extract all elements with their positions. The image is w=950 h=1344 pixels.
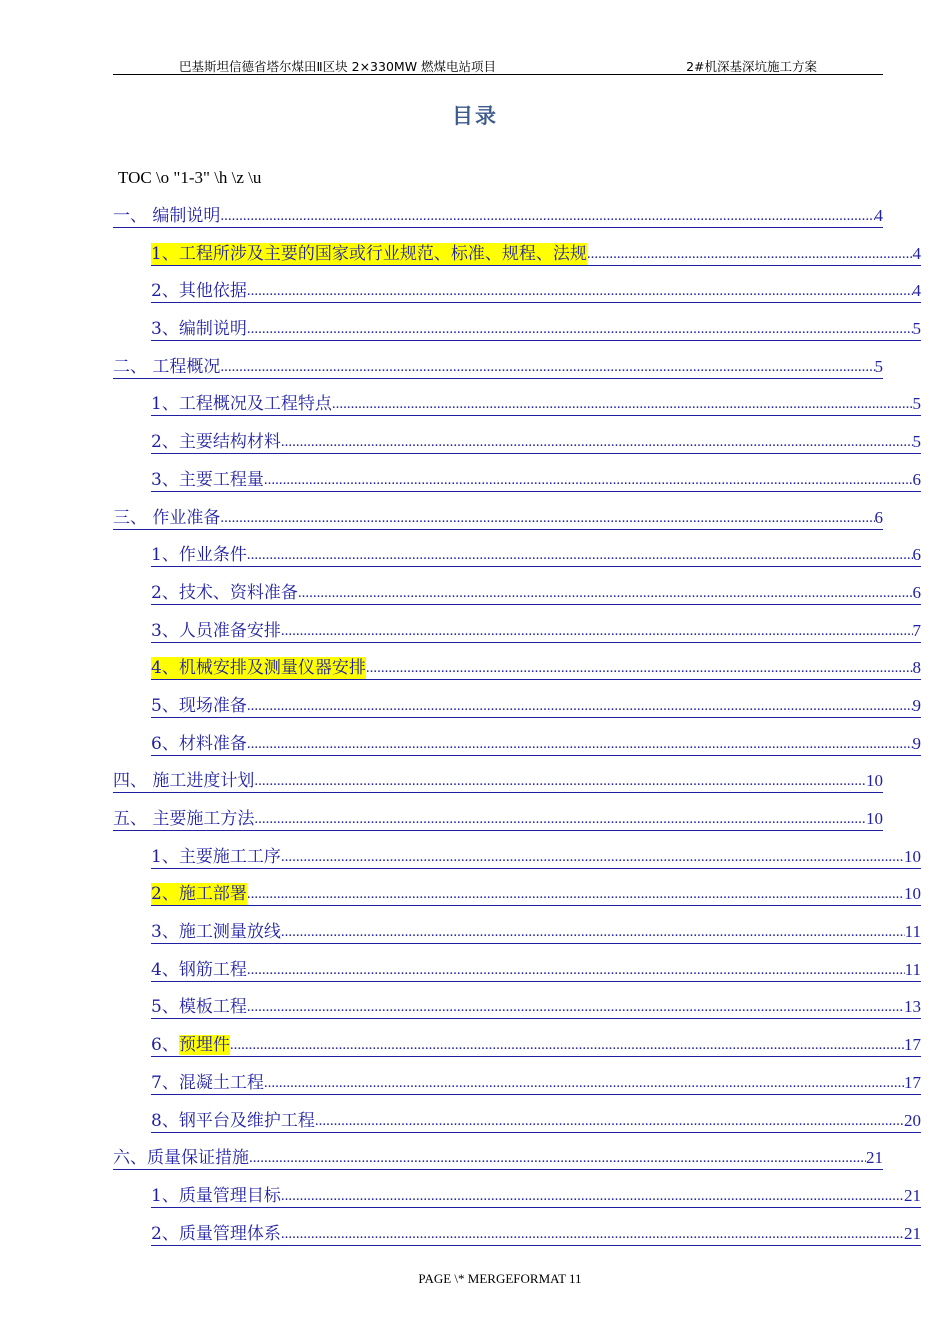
toc-field-code: TOC \o "1-3" \h \z \u <box>118 168 262 187</box>
toc-entry-link[interactable] <box>151 544 921 567</box>
toc-entry[interactable] <box>113 243 921 281</box>
toc-entry-leader-dots <box>281 431 913 453</box>
toc-entry-leader-dots <box>587 243 913 265</box>
toc-entry-page-number: 7 <box>912 620 921 640</box>
toc-entry-link[interactable] <box>113 1147 883 1170</box>
toc-entry[interactable] <box>113 356 883 394</box>
toc-entry-number: 6、 <box>151 1035 179 1056</box>
toc-entry-link[interactable] <box>151 733 921 756</box>
toc-entry-title: 2、质量管理体系 <box>151 1223 281 1244</box>
toc-entry-page-number: 6 <box>912 582 921 602</box>
page-footer: PAGE \* MERGEFORMAT 11 <box>418 1271 582 1286</box>
toc-entry-title <box>151 1034 230 1056</box>
toc-entry-title: 1、作业条件 <box>151 545 247 566</box>
toc-entry-leader-dots <box>366 657 913 679</box>
toc-entry-leader-dots <box>247 544 913 566</box>
toc-entry-link[interactable] <box>151 1223 921 1246</box>
toc-entry[interactable] <box>113 959 921 997</box>
toc-entry[interactable] <box>113 469 921 507</box>
toc-entry-title: 五、 主要施工方法 <box>113 809 255 829</box>
toc-entry-leader-dots <box>247 280 913 302</box>
toc-entry-title: 二、 工程概况 <box>113 356 221 377</box>
toc-entry-title: 5、模板工程 <box>151 997 247 1018</box>
toc-entry-title: 1、质量管理目标 <box>151 1185 281 1206</box>
toc-entry[interactable] <box>113 1110 921 1148</box>
toc-entry-title: 8、钢平台及维护工程 <box>151 1110 315 1131</box>
toc-entry-title: 2、施工部署 <box>151 884 247 905</box>
toc-entry-leader-dots <box>264 469 913 491</box>
toc-entry-leader-dots <box>281 1223 904 1245</box>
toc-entry-title: 5、现场准备 <box>151 695 247 716</box>
toc-entry-link[interactable] <box>151 996 921 1019</box>
toc-entry-leader-dots <box>281 1185 904 1207</box>
toc-entry-link[interactable] <box>151 921 921 944</box>
toc-entry-page-number: 11 <box>904 922 921 942</box>
toc-entry-link[interactable] <box>151 431 921 454</box>
toc-entry[interactable] <box>113 393 921 431</box>
toc-entry-page-number: 4 <box>912 281 921 301</box>
toc-entry-leader-dots <box>281 846 904 868</box>
toc-entry-link[interactable] <box>113 770 883 793</box>
toc-entry-link[interactable] <box>151 657 921 680</box>
header-project-title: 巴基斯坦信德省塔尔煤田Ⅱ区块 2×330MW 燃煤电站项目 <box>179 59 497 74</box>
toc-entry-leader-dots <box>220 356 874 378</box>
page-header <box>113 56 883 75</box>
toc-entry-link[interactable] <box>113 205 883 228</box>
toc-entry-leader-dots <box>247 883 904 905</box>
toc-entry[interactable] <box>113 770 883 808</box>
toc-entry-leader-dots <box>220 205 874 227</box>
toc-entry-leader-dots <box>298 582 913 604</box>
toc-entry-page-number: 8 <box>912 658 921 678</box>
toc-entry[interactable] <box>113 808 883 846</box>
toc-entry-leader-dots <box>254 770 866 792</box>
toc-entry[interactable] <box>113 205 883 243</box>
toc-entry-link[interactable] <box>151 1072 921 1095</box>
toc-entry[interactable] <box>113 431 921 469</box>
toc-entry-title: 6、材料准备 <box>151 733 247 754</box>
toc-entry-title: 2、其他依据 <box>151 281 247 302</box>
toc-entry[interactable] <box>113 1185 921 1223</box>
toc-entry-leader-dots <box>332 393 913 415</box>
toc-entry[interactable] <box>113 883 921 921</box>
toc-entry-title: 四、 施工进度计划 <box>113 771 255 792</box>
toc-entry[interactable] <box>113 280 921 318</box>
toc-entry-link[interactable] <box>151 1185 921 1208</box>
toc-entry-title: 3、主要工程量 <box>151 469 264 490</box>
toc-entry-page-number: 10 <box>866 771 883 791</box>
toc-entry-page-number: 10 <box>904 884 921 904</box>
toc-entry-link[interactable] <box>151 1110 921 1133</box>
toc-entry[interactable] <box>113 544 921 582</box>
toc-entry-link[interactable] <box>151 393 921 416</box>
toc-entry-leader-dots <box>315 1110 904 1132</box>
toc-entry-link[interactable] <box>113 356 883 379</box>
toc-entry-link[interactable] <box>151 620 921 643</box>
toc-entry[interactable] <box>113 695 921 733</box>
toc-entry[interactable] <box>113 1072 921 1110</box>
toc-entry-page-number: 10 <box>866 809 883 828</box>
toc-entry-link[interactable] <box>151 469 921 492</box>
toc-entry-link[interactable] <box>151 582 921 605</box>
toc-entry-page-number: 17 <box>904 1072 921 1092</box>
toc-entry-page-number: 4 <box>874 206 883 225</box>
toc-entry-title: 1、工程所涉及主要的国家或行业规范、标准、规程、法规 <box>151 243 587 264</box>
toc-entry-page-number: 6 <box>874 507 883 527</box>
toc-entry-title: 4、机械安排及测量仪器安排 <box>151 658 366 679</box>
toc-entry-title: 2、技术、资料准备 <box>151 582 298 603</box>
toc-entry-link[interactable] <box>151 695 921 718</box>
toc-entry-page-number: 10 <box>904 846 921 866</box>
toc-entry-link[interactable] <box>151 280 921 303</box>
toc-entry[interactable] <box>113 507 883 545</box>
toc-entry-link[interactable] <box>113 808 883 831</box>
toc-entry-title: 六、质量保证措施 <box>113 1148 249 1169</box>
toc-entry-page-number: 4 <box>912 243 921 263</box>
toc-entry[interactable] <box>113 1223 921 1261</box>
toc-entry[interactable] <box>113 1147 883 1185</box>
toc-entry-page-number: 17 <box>904 1035 921 1055</box>
toc-entry[interactable] <box>113 996 921 1034</box>
toc-entry[interactable] <box>113 318 921 356</box>
toc-entry-leader-dots <box>247 959 905 981</box>
toc-entry-link[interactable] <box>151 959 921 982</box>
toc-entry-link[interactable] <box>113 507 883 530</box>
toc-entry-leader-dots <box>249 1147 866 1169</box>
toc-entry-page-number: 5 <box>912 394 921 414</box>
toc-entry[interactable] <box>113 921 921 959</box>
page-title: 目录 <box>452 104 498 128</box>
toc-entry-page-number: 5 <box>912 432 921 452</box>
toc-entry-title: 2、主要结构材料 <box>151 432 281 453</box>
toc-entry-page-number: 9 <box>912 733 921 753</box>
toc-entry[interactable] <box>113 582 921 620</box>
toc-entry-leader-dots <box>230 1034 904 1056</box>
toc-entry-leader-dots <box>264 1072 904 1094</box>
toc-entry-page-number: 6 <box>912 545 921 565</box>
toc-entry-title: 一、 编制说明 <box>113 206 221 226</box>
toc-entry[interactable] <box>113 620 921 658</box>
toc-entry-page-number: 21 <box>866 1148 883 1168</box>
toc-entry-leader-dots <box>247 695 913 717</box>
toc-entry-leader-dots <box>247 733 913 755</box>
toc-entry-page-number: 13 <box>904 997 921 1017</box>
toc-entry-leader-dots <box>281 921 905 943</box>
toc-entry-leader-dots <box>220 507 874 529</box>
toc-entry-link[interactable] <box>151 1034 921 1057</box>
toc-entry-title: 三、 作业准备 <box>113 507 221 528</box>
toc-entry-page-number: 5 <box>874 356 883 376</box>
toc-entry-page-number: 20 <box>904 1110 921 1130</box>
toc-entry-title: 3、编制说明 <box>151 319 247 340</box>
toc-entry-title: 4、钢筋工程 <box>151 959 247 980</box>
toc-entry-page-number: 9 <box>912 695 921 715</box>
toc-entry-link[interactable] <box>151 318 921 341</box>
toc-entry-leader-dots <box>281 620 913 642</box>
toc-entry-link[interactable] <box>151 846 921 869</box>
toc-entry-leader-dots <box>254 808 866 830</box>
toc-entry-link[interactable] <box>151 883 921 906</box>
toc-entry-title: 1、主要施工工序 <box>151 846 281 867</box>
toc-entry-page-number: 11 <box>904 959 921 979</box>
toc-entry[interactable] <box>113 846 921 884</box>
toc-entry-leader-dots <box>247 996 904 1018</box>
header-document-title: 2#机深基深坑施工方案 <box>686 59 817 74</box>
toc-entry-title: 1、工程概况及工程特点 <box>151 394 332 415</box>
toc-entry-highlighted-text: 预埋件 <box>178 1035 230 1056</box>
toc-entry[interactable] <box>113 1034 921 1072</box>
toc-entry-page-number: 6 <box>912 469 921 489</box>
toc-entry-page-number: 5 <box>912 319 921 339</box>
toc-entry[interactable] <box>113 733 921 771</box>
toc-entry-link[interactable] <box>151 243 921 266</box>
toc-entry-title: 3、施工测量放线 <box>151 922 281 943</box>
table-of-contents <box>113 205 921 1260</box>
toc-entry-title: 3、人员准备安排 <box>151 620 281 641</box>
toc-entry-leader-dots <box>247 318 913 340</box>
toc-entry-page-number: 21 <box>904 1185 921 1205</box>
toc-entry-page-number: 21 <box>904 1223 921 1243</box>
toc-entry[interactable] <box>113 657 921 695</box>
toc-entry-title: 7、混凝土工程 <box>151 1072 264 1093</box>
